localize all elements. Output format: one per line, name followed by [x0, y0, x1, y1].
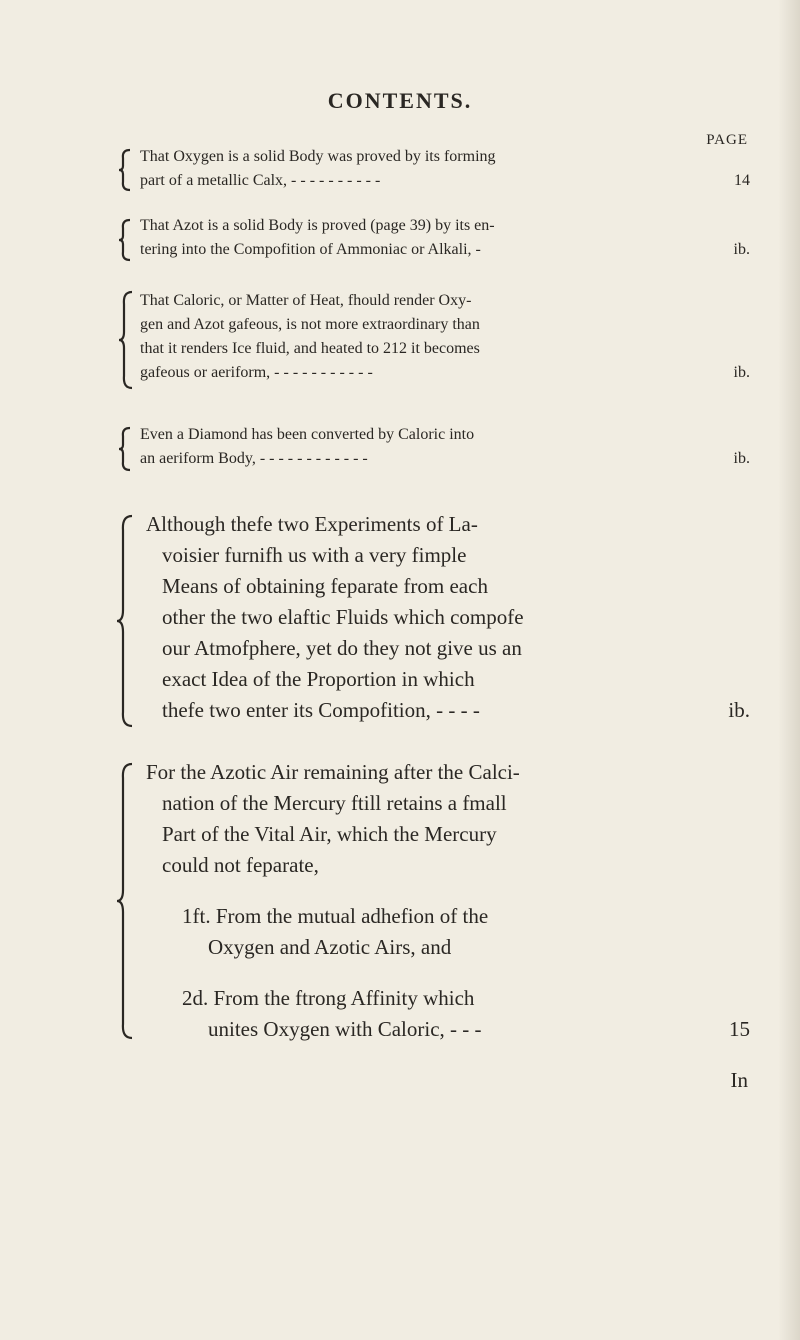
entry-line: nation of the Mercury ftill retains a fmall	[162, 791, 507, 815]
page-number: ib.	[733, 450, 750, 467]
entry-line: could not feparate,	[162, 853, 319, 877]
page-number: ib.	[728, 698, 750, 722]
entry-line: gafeous or aeriform, - - - - - - - - - - -	[140, 364, 373, 381]
curly-brace	[116, 514, 136, 728]
curly-brace	[118, 290, 136, 390]
entry-line: Part of the Vital Air, which the Mercury	[162, 822, 497, 846]
entry-line: 2d. From the ftrong Affinity which	[182, 986, 475, 1010]
entry-line: our Atmofphere, yet do they not give us an	[162, 636, 522, 660]
page-title: CONTENTS.	[327, 88, 473, 113]
curly-brace	[118, 218, 134, 262]
entry-line: exact Idea of the Proportion in which	[162, 667, 475, 691]
entry-line: other the two elaftic Fluids which compofe	[162, 605, 524, 629]
entry-line: Means of obtaining feparate from each	[162, 574, 488, 598]
entry-line: Oxygen and Azotic Airs, and	[208, 935, 452, 959]
curly-brace	[118, 426, 134, 472]
entry-line: tering into the Compofition of Ammoniac or Alkali, -	[140, 241, 481, 258]
entry-line: For the Azotic Air remaining after the Calci-	[146, 760, 520, 784]
entry-line: Even a Diamond has been converted by Caloric into	[140, 426, 475, 443]
entry-line: part of a metallic Calx, - - - - - - - - - -	[140, 172, 381, 189]
page-number: 15	[729, 1017, 750, 1041]
entry-line: 1ft. From the mutual adhefion of the	[182, 904, 489, 928]
curly-brace	[118, 148, 134, 192]
entry-line: an aeriform Body, - - - - - - - - - - - -	[140, 450, 368, 467]
entry-line: gen and Azot gafeous, is not more extraordinary than	[140, 316, 480, 333]
entry-line: Although thefe two Experiments of La-	[146, 512, 478, 536]
entry-line: that it renders Ice fluid, and heated to 212 it becomes	[140, 340, 480, 357]
catchword: In	[730, 1068, 748, 1092]
entry-line: thefe two enter its Compofition, - - - -	[162, 698, 480, 722]
page-number: ib.	[733, 241, 750, 258]
page-column-label: PAGE	[706, 132, 748, 148]
page-edge-shadow	[778, 0, 800, 1340]
entry-line: That Caloric, or Matter of Heat, fhould render Oxy-	[140, 292, 472, 309]
page-number: ib.	[733, 364, 750, 381]
entry-line: That Azot is a solid Body is proved (page 39) by its en-	[140, 217, 495, 234]
curly-brace	[116, 762, 136, 1040]
entry-line: voisier furnifh us with a very fimple	[162, 543, 467, 567]
entry-line: That Oxygen is a solid Body was proved by its forming	[140, 148, 496, 165]
entry-line: unites Oxygen with Caloric, - - -	[208, 1017, 482, 1041]
page-number: 14	[734, 172, 750, 189]
